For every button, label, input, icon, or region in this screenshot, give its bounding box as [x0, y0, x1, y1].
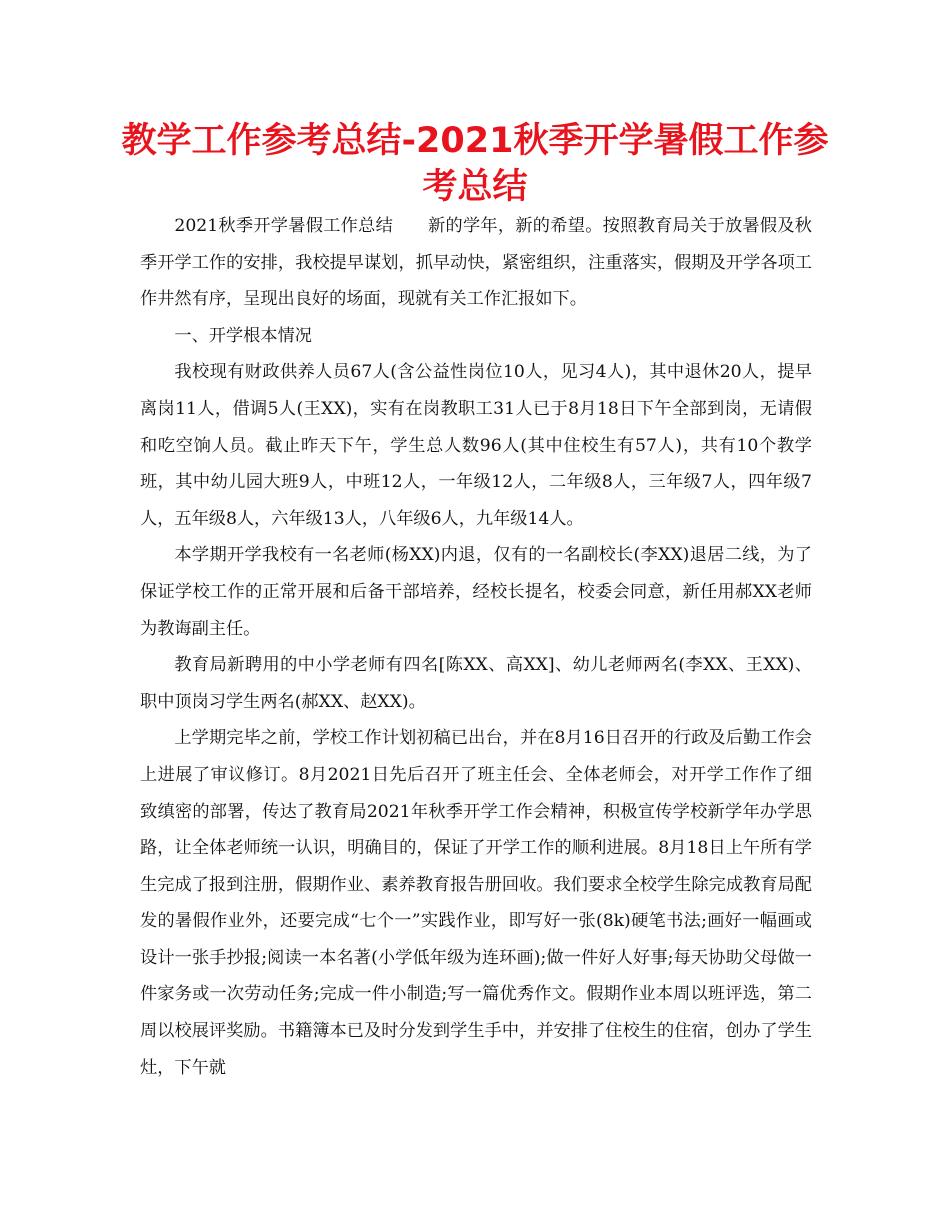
paragraph-work-plan: 上学期完毕之前，学校工作计划初稿已出台，并在8月16日召开的行政及后勤工作会上进展了审议修订。8月2021日先后召开了班主任会、全体老师会，对开学工作作了细致缜密的部署，传达了教育局2021年秋季开学工作会精神，积极宣传学校新学年办学思路，让全体老师统一认识，明确目的，保证了开学工作的顺利进展。8月18日上午所有学生完成了报到注册，假期作业、素养教育报告册回收。我们要求全校学生除完成教育局配发的暑假作业外，还要完成“七个一”实践作业，即写好一张(8k)硬笔书法;画好一幅画或设计一张手抄报;阅读一本名著(小学低年级为连环画);做一件好人好事;每天协助父母做一件家务或一次劳动任务;完成一件小制造;写一篇优秀作文。假期作业本周以班评选，第二周以校展评奖励。书籍簿本已及时分发到学生手中，并安排了住校生的住宿，创办了学生灶，下午就 [140, 728, 812, 1078]
section-heading-1: 一、开学根本情况 [174, 325, 312, 346]
paragraph-staff-statistics: 我校现有财政供养人员67人(含公益性岗位10人，见习4人)，其中退休20人，提早离岗11人，借调5人(王XX)，实有在岗教职工31人已于8月18日下午全部到岗，无请假和吃空饷人员。截止昨天下午，学生总人数96人(其中住校生有57人)，共有10个教学班，其中幼儿园大班9人，中班12人，一年级12人，二年级8人，三年级7人，四年级7人，五年级8人，六年级13人，八年级6人，九年级14人。 [140, 362, 812, 529]
paragraph-personnel-changes: 本学期开学我校有一名老师(杨XX)内退，仅有的一名副校长(李XX)退居二线，为了保证学校工作的正常开展和后备干部培养，经校长提名，校委会同意，新任用郝XX老师为教诲副主任。 [140, 545, 812, 639]
paragraph-intro: 2021秋季开学暑假工作总结 新的学年，新的希望。按照教育局关于放暑假及秋季开学工作的安排，我校提早谋划，抓早动快，紧密组织，注重落实，假期及开学各项工作井然有序，呈现出良好的场面，现就有关工作汇报如下。 [140, 216, 812, 310]
document-title: 教学工作参考总结-2021秋季开学暑假工作参考总结 [121, 121, 829, 207]
document-body [140, 208, 812, 1086]
paragraph-new-teachers: 教育局新聘用的中小学老师有四名[陈XX、高XX]、幼儿老师两名(李XX、王XX)、职中顶岗习学生两名(郝XX、赵XX)。 [140, 655, 812, 712]
